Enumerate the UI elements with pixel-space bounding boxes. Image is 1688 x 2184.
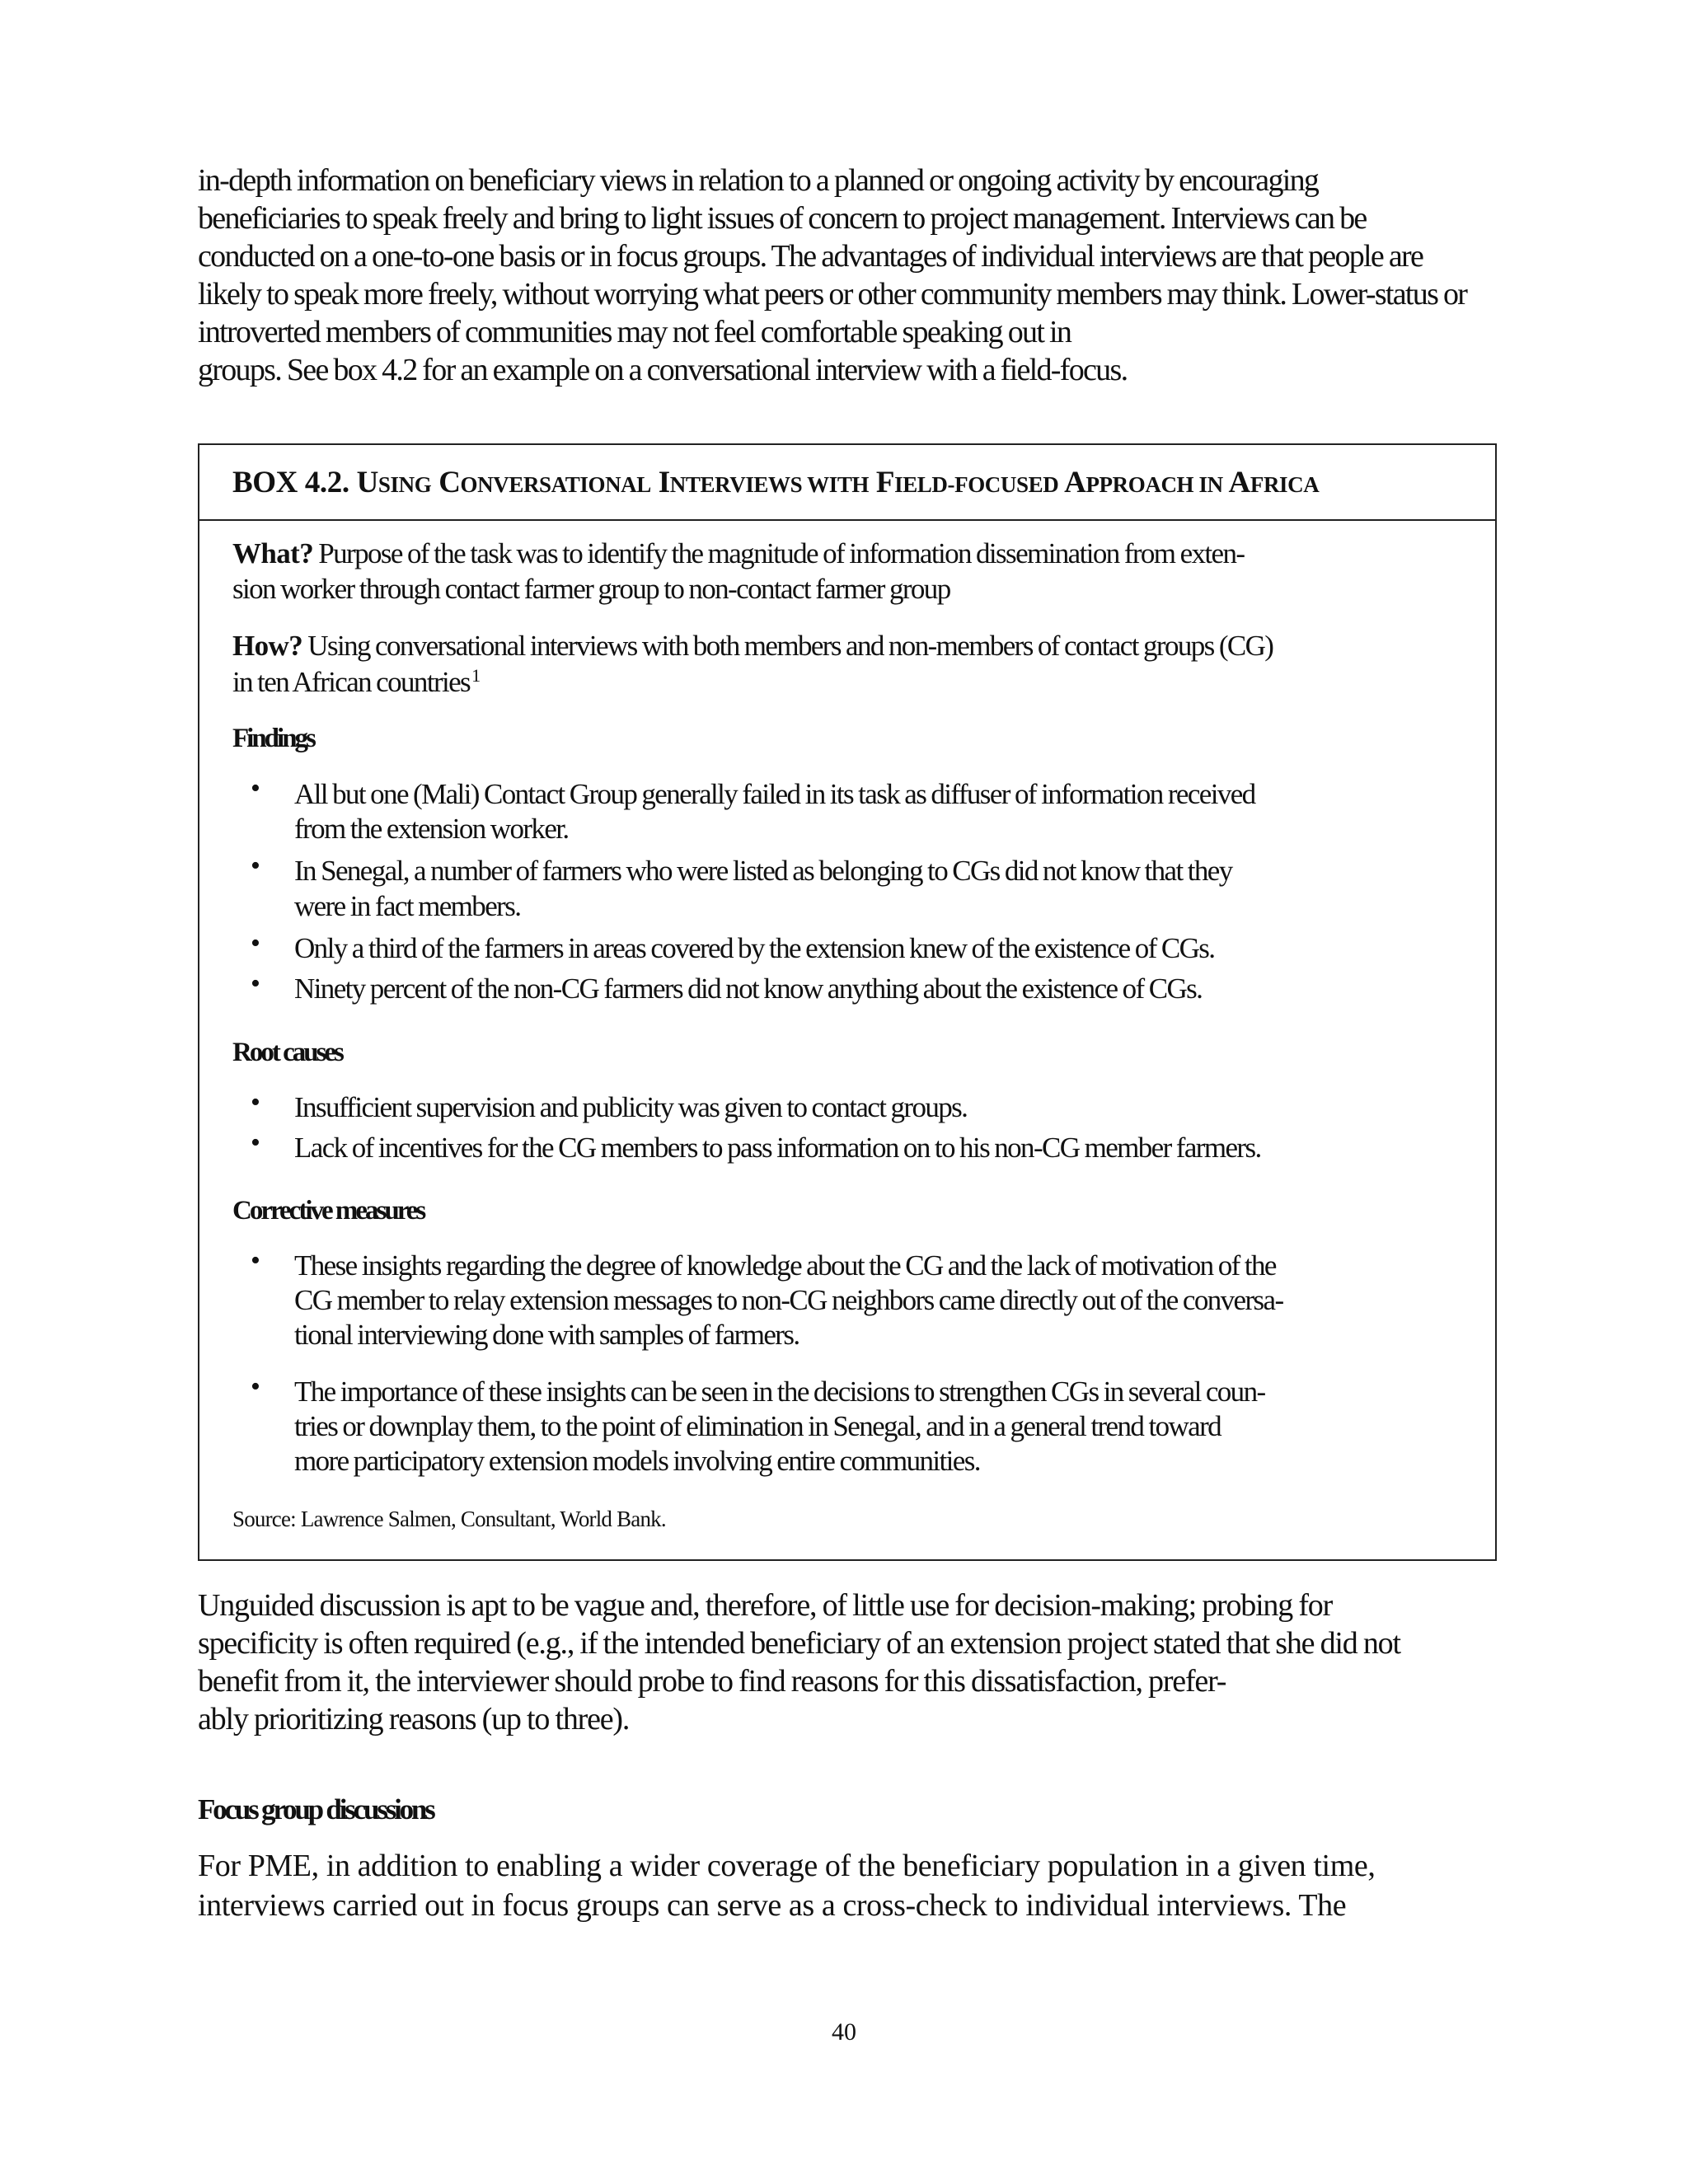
text-line: in-depth information on beneficiary views in relation to a planned or ongoing activity by encouraging xyxy=(198,163,1319,198)
bullet-icon: • xyxy=(251,1245,260,1276)
text-line: likely to speak more freely, without worrying what peers or other community members may think. Lower-status or xyxy=(198,277,1467,312)
list-item: In Senegal, a number of farmers who were listed as belonging to CGs did not know that they xyxy=(294,855,1232,887)
list-item: Ninety percent of the non-CG farmers did not know anything about the existence of CGs. xyxy=(294,972,1203,1005)
list-item: CG member to relay extension messages to non-CG neighbors came directly out of the conversa- xyxy=(294,1284,1283,1316)
list-item: The importance of these insights can be seen in the decisions to strengthen CGs in several coun- xyxy=(294,1376,1265,1408)
bullet-icon: • xyxy=(251,773,260,804)
how-line xyxy=(232,630,1273,663)
text-line: For PME, in addition to enabling a wider coverage of the beneficiary population in a given time, xyxy=(198,1849,1376,1883)
list-item: These insights regarding the degree of knowledge about the CG and the lack of motivation of the xyxy=(294,1249,1276,1282)
text-line: groups. See box 4.2 for an example on a conversational interview with a field-focus. xyxy=(198,353,1128,387)
bullet-icon: • xyxy=(251,1127,260,1158)
bullet-icon: • xyxy=(251,1371,260,1402)
box-title-word: FIELD-FOCUSED xyxy=(875,466,1059,499)
box-title-word: USING xyxy=(356,466,432,499)
paragraph xyxy=(198,1846,1517,1925)
how-text: in ten African countries xyxy=(232,666,471,698)
how-text: Using conversational interviews with both members and non-members of contact groups (CG) xyxy=(307,630,1273,662)
box-title-word: INTERVIEWS WITH xyxy=(658,466,870,499)
text-line: beneficiaries to speak freely and bring to light issues of concern to project management. Interviews can be xyxy=(198,201,1367,236)
box-title xyxy=(232,465,1319,500)
bullet-icon: • xyxy=(251,1087,260,1118)
page-number: 40 xyxy=(832,2018,856,2046)
list-item: more participatory extension models involving entire communities. xyxy=(294,1445,980,1477)
findings-heading: Findings xyxy=(232,724,314,753)
text-line: Unguided discussion is apt to be vague and, therefore, of little use for decision-making; probing for xyxy=(198,1588,1333,1623)
list-item: Only a third of the farmers in areas covered by the extension knew of the existence of CGs. xyxy=(294,932,1215,964)
what-line xyxy=(232,537,1244,570)
list-item: tional interviewing done with samples of farmers. xyxy=(294,1319,799,1351)
box-title-prefix: BOX 4.2. xyxy=(232,466,349,499)
box-4-2 xyxy=(198,443,1497,1561)
list-item: All but one (Mali) Contact Group generally failed in its task as diffuser of information received xyxy=(294,778,1255,810)
box-header xyxy=(199,445,1495,521)
paragraph xyxy=(198,1586,1517,1738)
bullet-icon: • xyxy=(251,928,260,958)
corrective-measures-heading: Corrective measures xyxy=(232,1196,424,1226)
intro-paragraph xyxy=(198,162,1517,389)
text-line: introverted members of communities may not feel comfortable speaking out in xyxy=(198,315,1071,349)
section-heading: Focus group discussions xyxy=(198,1793,434,1825)
list-item: Lack of incentives for the CG members to pass information on to his non-CG member farmers. xyxy=(294,1132,1261,1164)
list-item: were in fact members. xyxy=(294,890,521,922)
box-title-word: APPROACH IN xyxy=(1064,466,1223,499)
what-label: What? xyxy=(232,537,314,569)
box-source: Source: Lawrence Salmen, Consultant, World Bank. xyxy=(232,1507,666,1531)
text-line: benefit from it, the interviewer should probe to find reasons for this dissatisfaction, prefer- xyxy=(198,1664,1226,1699)
root-causes-heading: Root causes xyxy=(232,1038,342,1067)
text-line: interviews carried out in focus groups can serve as a cross-check to individual interviews. The xyxy=(198,1888,1347,1923)
bullet-icon: • xyxy=(251,851,260,881)
list-item: tries or downplay them, to the point of elimination in Senegal, and in a general trend toward xyxy=(294,1410,1221,1442)
what-line: sion worker through contact farmer group to non-contact farmer group xyxy=(232,573,950,605)
how-label: How? xyxy=(232,630,303,662)
how-line xyxy=(232,665,481,699)
text-line: specificity is often required (e.g., if the intended beneficiary of an extension project stated that she did not xyxy=(198,1626,1400,1661)
text-line: conducted on a one-to-one basis or in focus groups. The advantages of individual interviews are that people are xyxy=(198,239,1423,274)
footnote-marker: 1 xyxy=(471,665,481,686)
list-item: from the extension worker. xyxy=(294,813,569,845)
box-title-word: CONVERSATIONAL xyxy=(438,466,651,499)
text-line: ably prioritizing reasons (up to three). xyxy=(198,1702,630,1736)
box-title-word: AFRICA xyxy=(1228,466,1320,499)
list-item: Insufficient supervision and publicity was given to contact groups. xyxy=(294,1091,968,1123)
what-text: Purpose of the task was to identify the magnitude of information dissemination from exten- xyxy=(318,537,1245,569)
bullet-icon: • xyxy=(251,968,260,999)
